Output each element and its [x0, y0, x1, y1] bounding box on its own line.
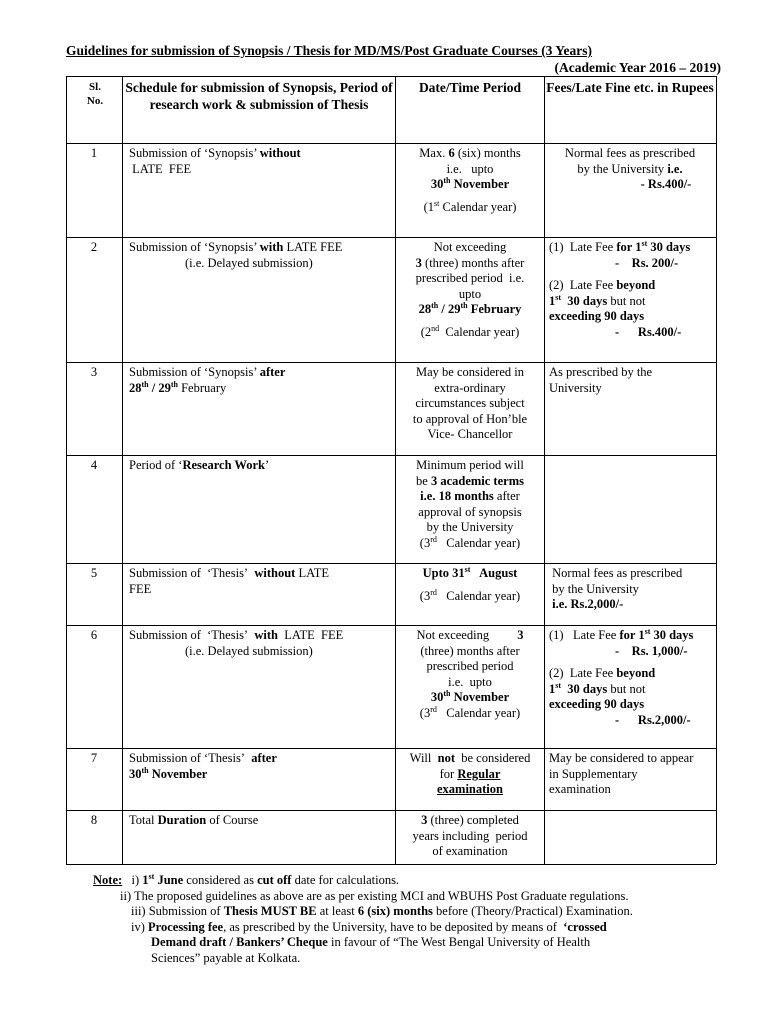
note-2: ii) The proposed guidelines as above are as per existing MCI and WBUHS Post Graduate regulations. — [120, 888, 629, 903]
row-divider — [66, 625, 716, 626]
row-2-schedule: Submission of ‘Synopsis’ with LATE FEE (i.e. Delayed submission) — [129, 240, 343, 270]
row-5-fees: Normal fees as prescribed by the University i.e. Rs.2,000/- — [549, 566, 683, 611]
row-4-sl: 4 — [90, 458, 98, 472]
academic-year: (Academic Year 2016 – 2019) — [554, 60, 721, 75]
col-divider — [544, 76, 545, 864]
row-2-date: Not exceeding 3 (three) months after prescribed period i.e. upto 28th / 29th February (2nd Calendar year) — [415, 240, 525, 339]
row-5-schedule: Submission of ‘Thesis’ without LATE FEE — [129, 566, 330, 596]
row-3-sl: 3 — [90, 365, 98, 379]
document-title: Guidelines for submission of Synopsis / Thesis for MD/MS/Post Graduate Courses (3 Years) — [66, 43, 593, 58]
row-8-schedule: Total Duration of Course — [129, 813, 259, 827]
row-7-fees: May be considered to appear in Supplementary examination — [549, 751, 694, 796]
row-divider — [66, 563, 716, 564]
header-fees: Fees/Late Fine etc. in Rupees — [546, 80, 714, 95]
header-schedule: Schedule for submission of Synopsis, Period of research work & submission of Thesis — [125, 80, 393, 112]
row-3-date: May be considered in extra-ordinary circumstances subject to approval of Hon’ble Vice- Chancellor — [412, 365, 528, 441]
col-divider — [716, 76, 717, 864]
row-7-sl: 7 — [90, 751, 98, 765]
row-1-sl: 1 — [90, 146, 98, 160]
row-5-date: Upto 31st August (3rd Calendar year) — [419, 564, 521, 603]
row-7-date: Will not be considered for Regular examination — [409, 751, 531, 796]
note-4-cont-2: Sciences” payable at Kolkata. — [151, 950, 301, 965]
row-divider — [66, 143, 716, 144]
row-6-schedule: Submission of ‘Thesis’ with LATE FEE (i.e. Delayed submission) — [129, 628, 344, 658]
note-label: Note: — [93, 873, 123, 887]
row-1-date: Max. 6 (six) months i.e. upto 30th November (1st Calendar year) — [419, 146, 521, 214]
note-3: iii) Submission of Thesis MUST BE at least 6 (six) months before (Theory/Practical) Examination. — [131, 904, 633, 918]
header-sl-no: Sl. No. — [86, 81, 104, 107]
row-divider — [66, 362, 716, 363]
table-border-top — [66, 76, 716, 77]
row-1-schedule: Submission of ‘Synopsis’ without LATE FEE — [129, 146, 301, 176]
row-8-sl: 8 — [90, 813, 98, 827]
row-1-fees: Normal fees as prescribed by the University i.e. - Rs.400/- — [564, 146, 696, 191]
row-divider — [66, 810, 716, 811]
row-4-schedule: Period of ‘Research Work’ — [129, 458, 270, 472]
notes-section — [93, 873, 633, 966]
note-4: iv) Processing fee, as prescribed by the University, have to be deposited by means of ‘crossed — [131, 919, 607, 934]
row-4-date: Minimum period will be 3 academic terms i.e. 18 months after approval of synopsis by the University (3rd Calendar year) — [416, 458, 524, 550]
col-divider — [395, 76, 396, 864]
note-4-cont: Demand draft / Bankers’ Cheque in favour of “The West Bengal University of Health — [151, 935, 591, 949]
row-6-sl: 6 — [90, 628, 98, 642]
row-divider — [66, 455, 716, 456]
row-2-fees: (1) Late Fee for 1st 30 days - Rs. 200/- (2) Late Fee beyond 1st 30 days but not exceeding 90 days - Rs.400/- — [549, 238, 691, 339]
col-divider — [122, 76, 123, 864]
row-8-date: 3 (three) completed years including period of examination — [412, 813, 528, 858]
row-3-fees: As prescribed by the University — [549, 365, 653, 395]
row-divider — [66, 237, 716, 238]
row-7-schedule: Submission of ‘Thesis’ after 30th November — [129, 751, 277, 781]
note-1: Note: i) 1st June considered as cut off date for calculations. — [93, 871, 400, 887]
row-6-date: Not exceeding 3 (three) months after prescribed period i.e. upto 30th November (3rd Calendar year) — [416, 628, 524, 720]
header-date-time: Date/Time Period — [418, 80, 522, 95]
table-border-bottom — [66, 864, 716, 865]
row-6-fees: (1) Late Fee for 1st 30 days - Rs. 1,000/- (2) Late Fee beyond 1st 30 days but not exceeding 90 days - Rs.2,000/- — [549, 626, 694, 727]
row-3-schedule: Submission of ‘Synopsis’ after 28th / 29th February — [129, 365, 286, 395]
row-2-sl: 2 — [90, 240, 98, 254]
row-divider — [66, 748, 716, 749]
row-5-sl: 5 — [90, 566, 98, 580]
